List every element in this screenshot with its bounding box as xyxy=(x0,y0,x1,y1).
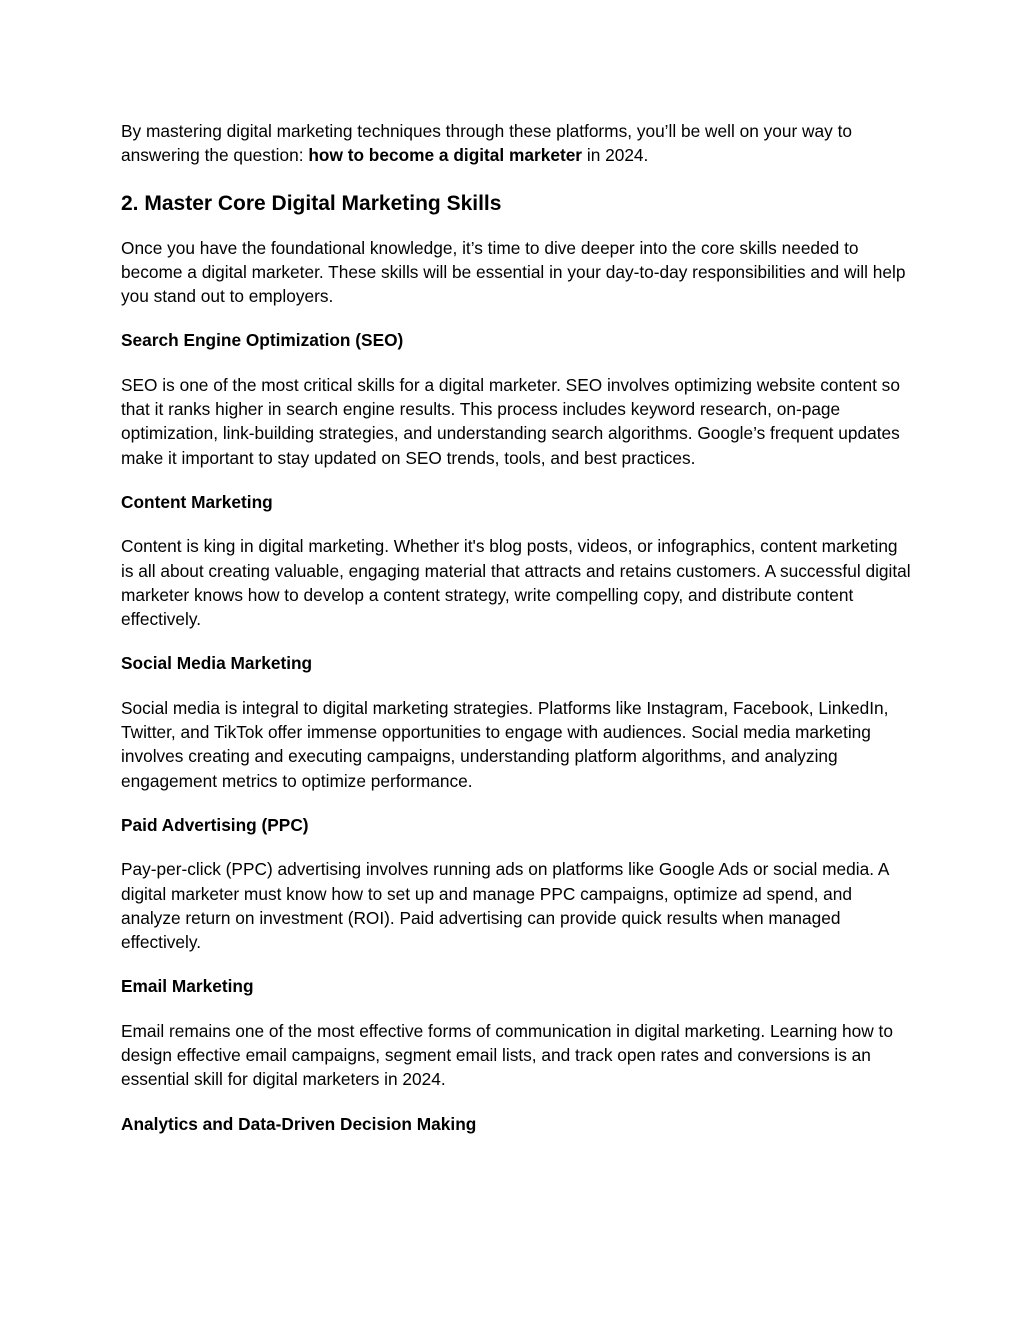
subsection-heading-ppc: Paid Advertising (PPC) xyxy=(121,814,309,835)
subsection-body-content-marketing: Content is king in digital marketing. Whether it's blog posts, videos, or infographics, content marketing is all about creating valuable, engaging material that attracts and retains customers. A successful digital marketer knows how to develop a content strategy, write compelling copy, and distribute content effectively. xyxy=(121,536,911,630)
subsection-body-ppc: Pay-per-click (PPC) advertising involves running ads on platforms like Google Ads or social media. A digital marketer must know how to set up and manage PPC campaigns, optimize ad spend, and analyze return on investment (ROI). Paid advertising can provide quick results when managed effectively. xyxy=(121,859,889,953)
subsection-heading-content-marketing: Content Marketing xyxy=(121,491,273,512)
intro-bold-phrase: how to become a digital marketer xyxy=(308,145,583,166)
subsection-heading-email: Email Marketing xyxy=(121,976,254,997)
subsection-heading-seo: Search Engine Optimization (SEO) xyxy=(121,330,404,351)
subsection-body-email: Email remains one of the most effective forms of communication in digital marketing. Learning how to design effective email campaigns, segment email lists, and track open rates and conversions is an essential skill for digital marketers in 2024. xyxy=(121,1020,893,1090)
document-content xyxy=(121,119,911,1156)
subsection-heading-analytics: Analytics and Data-Driven Decision Making xyxy=(121,1113,477,1134)
intro-text-end: in 2024. xyxy=(582,145,649,166)
section-heading: 2. Master Core Digital Marketing Skills xyxy=(121,191,502,215)
subsection-body-social-media: Social media is integral to digital marketing strategies. Platforms like Instagram, Facebook, LinkedIn, Twitter, and TikTok offer immense opportunities to engage with audiences. Social media marketing involves creating and executing campaigns, understanding platform algorithms, and analyzing engagement metrics to optimize performance. xyxy=(121,697,889,791)
subsection-body-seo: SEO is one of the most critical skills for a digital marketer. SEO involves optimizing website content so that it ranks higher in search engine results. This process includes keyword research, on-page optimization, link-building strategies, and understanding search algorithms. Google’s frequent updates make it important to stay updated on SEO trends, tools, and best practices. xyxy=(121,374,900,468)
subsection-heading-social-media: Social Media Marketing xyxy=(121,653,313,674)
section-intro-paragraph: Once you have the foundational knowledge, it’s time to dive deeper into the core skills needed to become a digital marketer. These skills will be essential in your day-to-day responsibilities and will help you stand out to employers. xyxy=(121,237,906,307)
intro-paragraph xyxy=(121,119,911,168)
intro-text-start: By mastering digital marketing techniques through these platforms, you’ll be well on your way to answering the question: xyxy=(121,121,852,166)
